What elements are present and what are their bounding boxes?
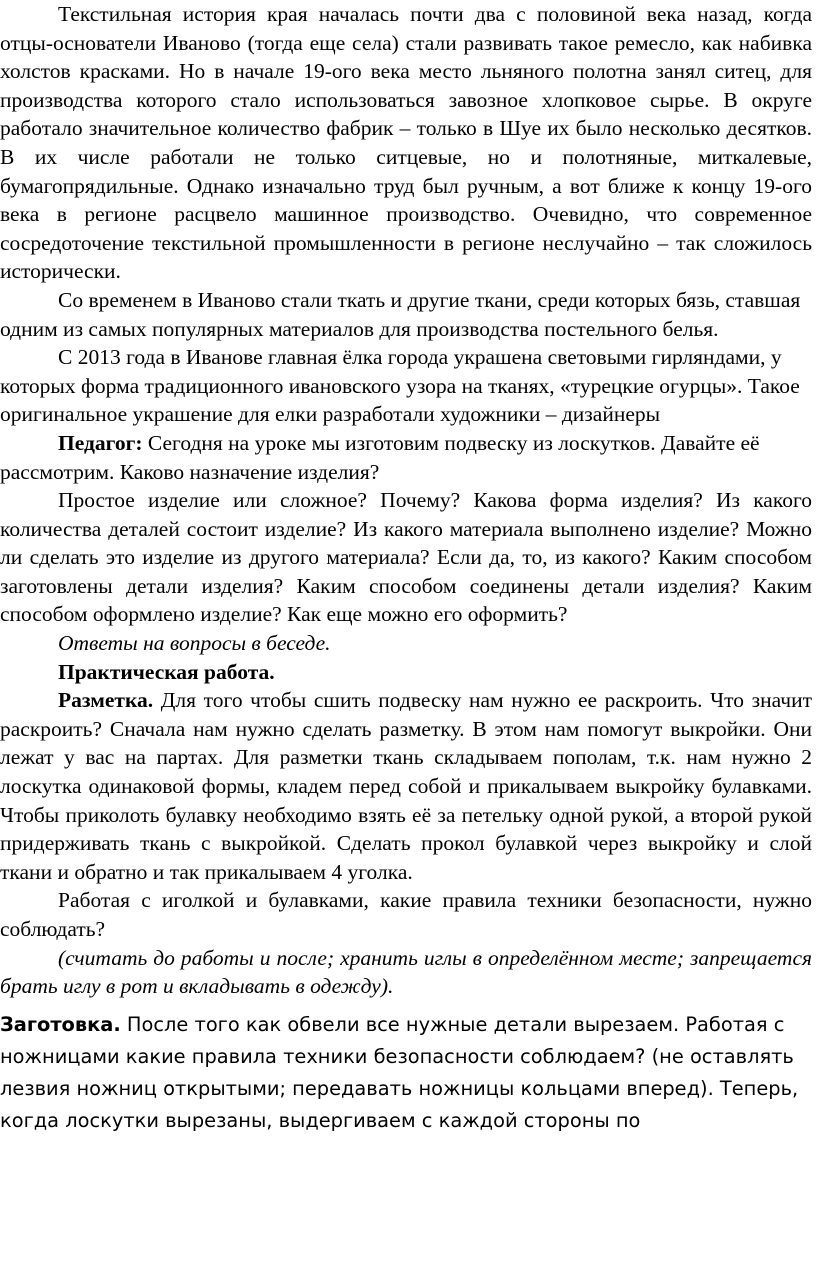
answers-note-text: Ответы на вопросы в беседе. xyxy=(58,631,331,656)
teacher-intro-text: Сегодня на уроке мы изготовим подвеску из лоскутков. Давайте её рассмотрим. Каково назначение изделия? xyxy=(0,430,760,484)
paragraph-textile-history: Текстильная история края началась почти два с половиной века назад, когда отцы-основатели Иваново (тогда еще села) стали развивать такое ремесло, как набивка холстов красками. Но в начале 19-ого века место льняного полотна занял ситец, для производства которого стало использоваться завозное хлопковое сырье. В округе работало значительное количество фабрик – только в Шуе их было несколько десятков. В их числе работали не только ситцевые, но и полотняные, миткалевые, бумагопрядильные. Однако изначально труд был ручным, а вот ближе к концу 19-ого века в регионе расцвело машинное производство. Очевидно, что современное сосредоточение текстильной промышленности в регионе неслучайно – так сложилось исторически. xyxy=(0,2,812,284)
teacher-label: Педагог: xyxy=(58,430,143,455)
marking-text: Для того чтобы сшить подвеску нам нужно ее раскроить. Что значит раскроить? Сначала нам нужно сделать разметку. В этом нам помогут выкройки. Они лежат у вас на партах. Для разметки ткань складываем пополам, т.к. нам нужно 2 лоскутка одинаковой формы, кладем перед собой и прикалываем выкройку булавками. Чтобы приколоть булавку необходимо взять её за петельку одной рукой, а второй рукой придерживать ткань с выкройкой. Сделать прокол булавкой через выкройку и слой ткани и обратно и так прикалываем 4 уголка. xyxy=(0,688,812,884)
marking-label: Разметка. xyxy=(58,688,154,713)
paragraph-safety-question: Работая с иголкой и булавками, какие правила техники безопасности, нужно соблюдать? xyxy=(0,888,812,941)
paragraph-cutting xyxy=(0,1009,812,1138)
safety-rules-text: (считать до работы и после; хранить иглы в определённом месте; запрещается брать иглу в рот и вкладывать в одежду). xyxy=(0,945,812,999)
paragraph-safety-rules xyxy=(0,944,812,1001)
practical-work-heading xyxy=(0,658,812,687)
paragraph-new-year-tree: С 2013 года в Иванове главная ёлка города украшена световыми гирляндами, у которых форма традиционного ивановского узора на тканях, «турецкие огурцы». Такое оригинальное украшение для елки разработали художники – дизайнеры xyxy=(0,345,800,427)
paragraph-byaz: Со временем в Иваново стали ткать и другие ткани, среди которых бязь, ставшая одним из самых популярных материалов для производства постельного белья. xyxy=(0,287,801,341)
paragraph-questions: Простое изделие или сложное? Почему? Какова форма изделия? Из какого количества деталей состоит изделие? Из какого материала выполнено изделие? Можно ли сделать это изделие из другого материала? Если да, то, из какого? Каким способом заготовлены детали изделия? Каким способом соединены детали изделия? Каким способом оформлено изделие? Как еще можно его оформить? xyxy=(0,488,812,627)
cutting-text: После того как обвели все нужные детали вырезаем. Работая с ножницами какие правила техники безопасности соблюдаем? (не оставлять лезвия ножниц открытыми; передавать ножницы кольцами вперед). Теперь, когда лоскутки вырезаны, выдергиваем с каждой стороны по xyxy=(0,1012,799,1133)
cutting-label: Заготовка. xyxy=(0,1012,121,1036)
paragraph-answers-note xyxy=(0,629,812,658)
paragraph-marking xyxy=(0,686,812,886)
practical-work-text: Практическая работа. xyxy=(58,659,275,684)
paragraph-teacher-intro xyxy=(0,429,812,486)
